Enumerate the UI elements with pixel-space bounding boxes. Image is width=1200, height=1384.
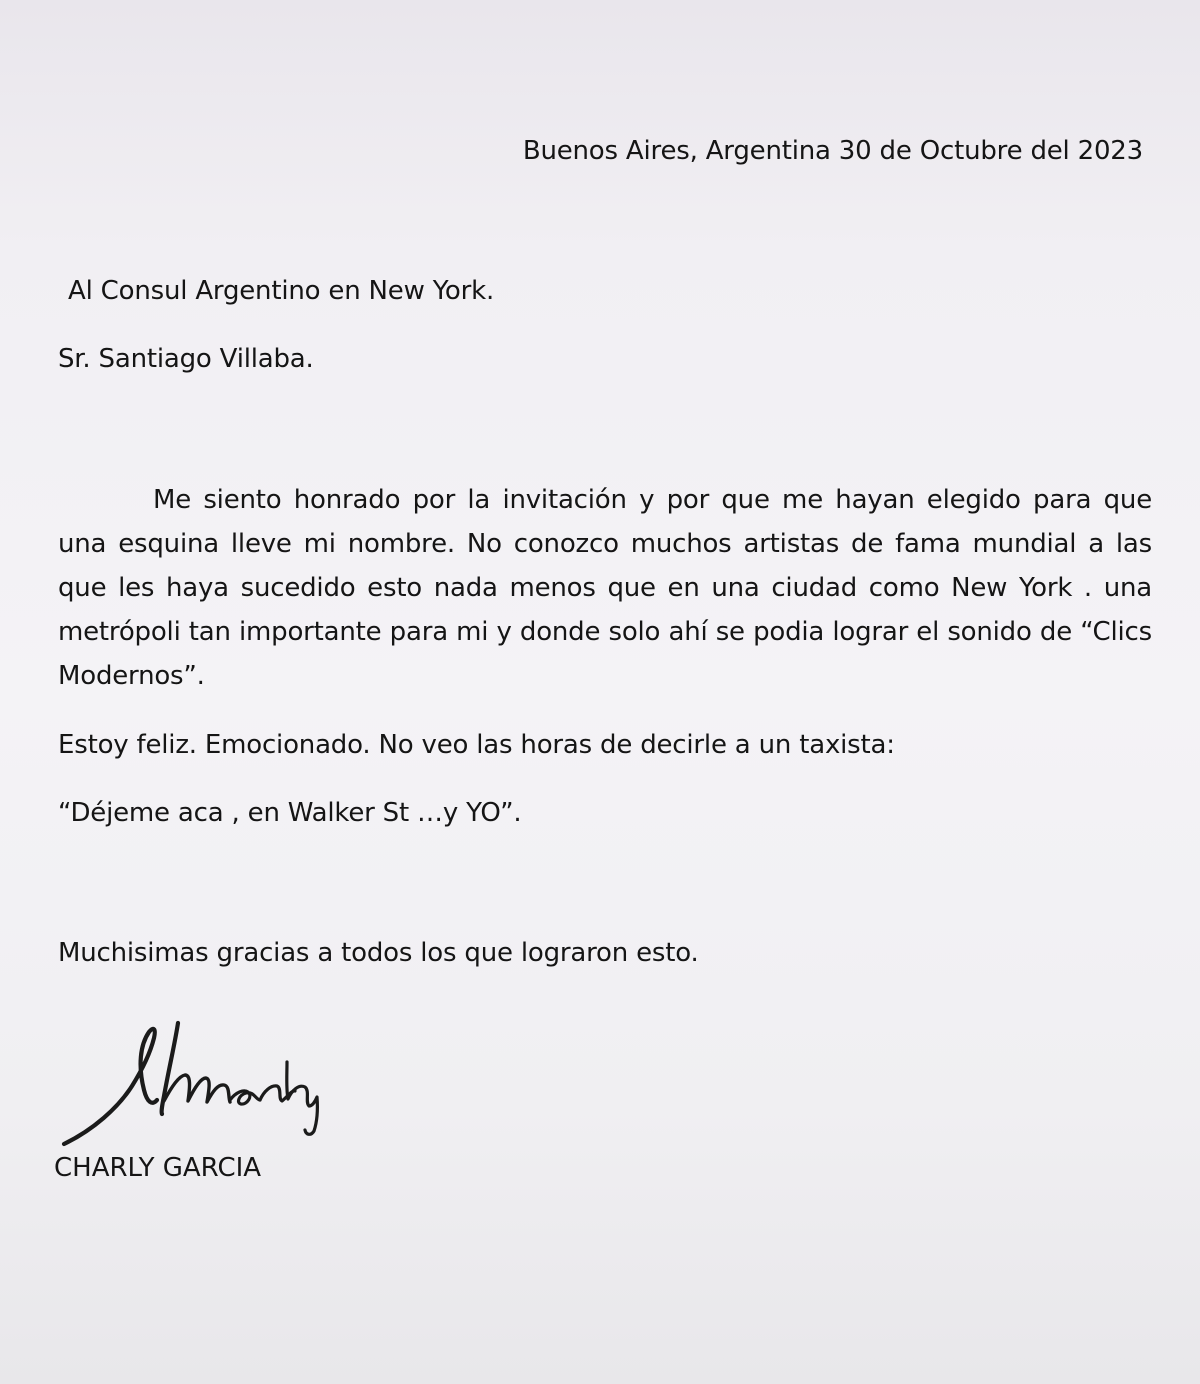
recipient-line: Al Consul Argentino en New York. — [68, 276, 495, 306]
quote-line: “Déjeme aca , en Walker St …y YO”. — [58, 798, 522, 828]
thanks-line: Muchisimas gracias a todos los que lograron esto. — [58, 938, 699, 968]
handwritten-signature — [58, 1018, 348, 1153]
recipient-name: Sr. Santiago Villaba. — [58, 344, 314, 374]
signer-name: CHARLY GARCIA — [54, 1153, 262, 1183]
body-paragraph: Me siento honrado por la invitación y por que me hayan elegido para que una esquina lleve mi nombre. No conozco muchos artistas de fama mundial a las que les haya sucedido esto nada menos que en una ciudad como New York . una metrópoli tan importante para mi y donde solo ahí se podia lograr el sonido de “Clics Modernos”. — [58, 485, 1152, 691]
feeling-line: Estoy feliz. Emocionado. No veo las horas de decirle a un taxista: — [58, 730, 895, 760]
date-line: Buenos Aires, Argentina 30 de Octubre del 2023 — [522, 136, 1143, 166]
